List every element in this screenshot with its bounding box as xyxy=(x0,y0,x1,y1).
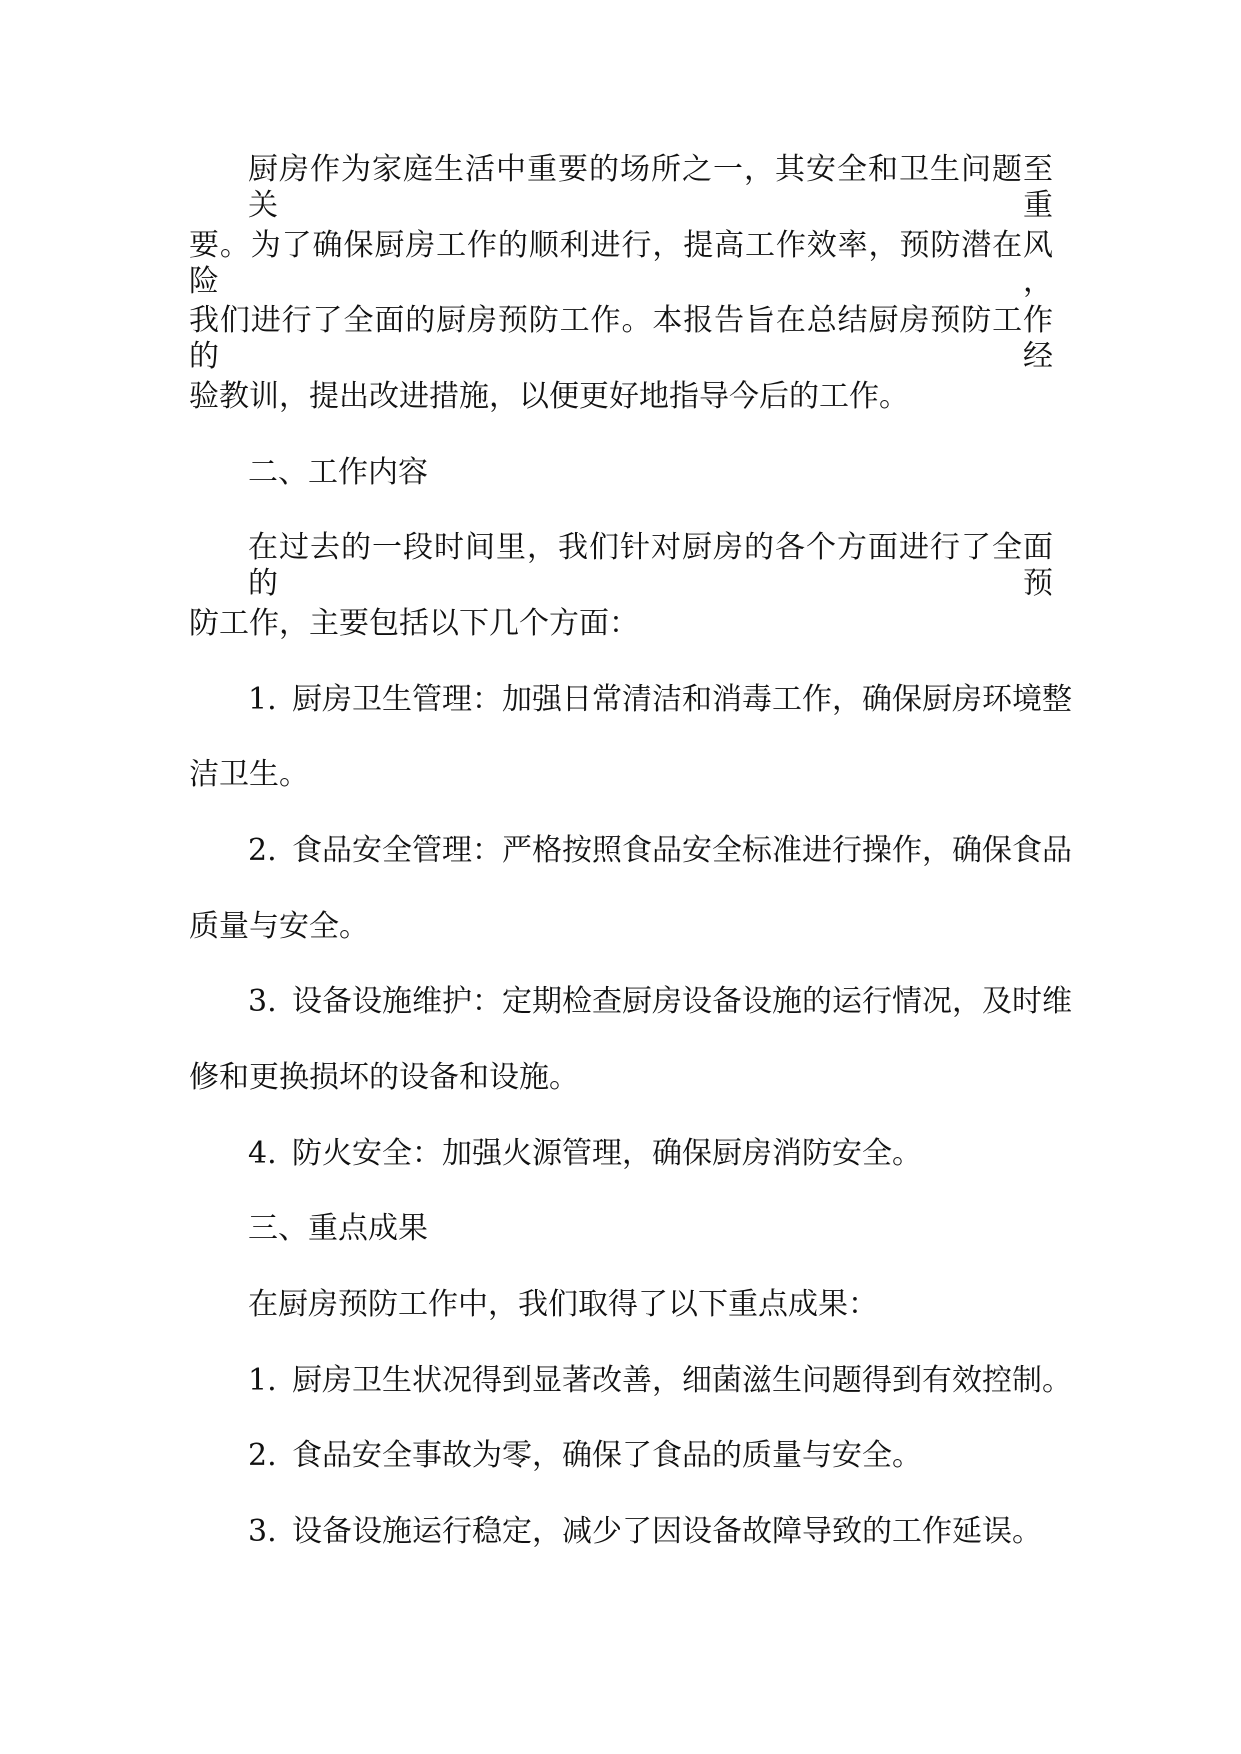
list-item xyxy=(248,682,1072,718)
intro-line-3: 我们进行了全面的厨房预防工作。本报告旨在总结厨房预防工作的经 xyxy=(189,303,1053,374)
result-item-number: 3. xyxy=(248,1514,277,1549)
result-item xyxy=(248,1438,922,1474)
result-item-text: 厨房卫生状况得到显著改善，细菌滋生问题得到有效控制。 xyxy=(292,1363,1072,1398)
result-item xyxy=(248,1363,1072,1399)
section2-para-line-1: 在过去的一段时间里，我们针对厨房的各个方面进行了全面的预 xyxy=(248,530,1053,601)
intro-paragraph-line xyxy=(189,303,1053,375)
section-heading-key-results: 三、重点成果 xyxy=(248,1211,428,1246)
list-item-text: 防火安全：加强火源管理，确保厨房消防安全。 xyxy=(292,1136,922,1171)
result-item-number: 2. xyxy=(248,1438,277,1473)
intro-paragraph-line xyxy=(189,228,1053,300)
list-item xyxy=(248,984,1072,1020)
section3-paragraph: 在厨房预防工作中，我们取得了以下重点成果： xyxy=(248,1287,878,1322)
list-item-number: 3. xyxy=(248,984,277,1019)
result-item xyxy=(248,1514,1042,1550)
list-item-text: 设备设施维护：定期检查厨房设备设施的运行情况，及时维 xyxy=(292,984,1072,1019)
list-item-number: 2. xyxy=(248,833,277,868)
list-item-number: 4. xyxy=(248,1136,277,1171)
list-item-text: 厨房卫生管理：加强日常清洁和消毒工作，确保厨房环境整 xyxy=(292,682,1072,717)
list-item-continuation: 修和更换损坏的设备和设施。 xyxy=(189,1060,579,1095)
result-item-number: 1. xyxy=(248,1363,277,1398)
section-heading-work-content: 二、工作内容 xyxy=(248,455,428,490)
intro-paragraph-line xyxy=(248,152,1053,224)
intro-line-4: 验教训，提出改进措施，以便更好地指导今后的工作。 xyxy=(189,379,909,414)
intro-line-1: 厨房作为家庭生活中重要的场所之一，其安全和卫生问题至关重 xyxy=(248,152,1053,223)
list-item xyxy=(248,1136,922,1172)
list-item-continuation: 洁卫生。 xyxy=(189,757,309,792)
intro-line-2: 要。为了确保厨房工作的顺利进行，提高工作效率，预防潜在风险， xyxy=(189,228,1053,299)
list-item-number: 1. xyxy=(248,682,277,717)
list-item-text: 食品安全管理：严格按照食品安全标准进行操作，确保食品 xyxy=(292,833,1072,868)
result-item-text: 食品安全事故为零，确保了食品的质量与安全。 xyxy=(292,1438,922,1473)
result-item-text: 设备设施运行稳定，减少了因设备故障导致的工作延误。 xyxy=(292,1514,1042,1549)
section2-para-line-2: 防工作，主要包括以下几个方面： xyxy=(189,606,639,641)
list-item xyxy=(248,833,1072,869)
list-item-continuation: 质量与安全。 xyxy=(189,909,369,944)
section2-paragraph-line xyxy=(248,530,1053,602)
